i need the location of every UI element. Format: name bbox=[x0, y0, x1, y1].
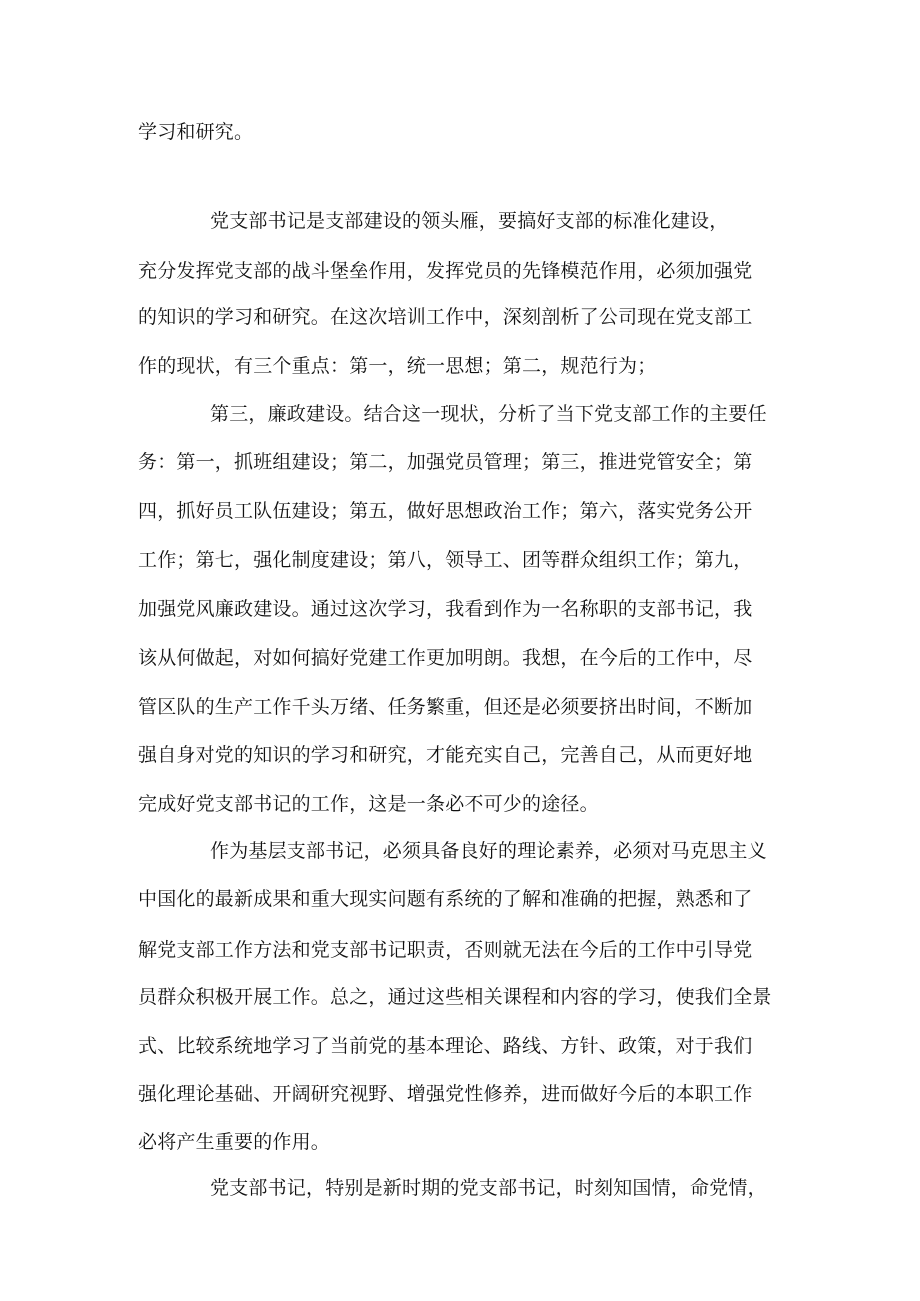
text-line: 强自身对党的知识的学习和研究，才能充实自己，完善自己，从而更好地 bbox=[138, 744, 753, 766]
text-line: 强化理论基础、开阔研究视野、增强党性修养，进而做好今后的本职工作 bbox=[138, 1083, 753, 1105]
text-line: 四，抓好员工队伍建设；第五，做好思想政治工作；第六，落实党务公开 bbox=[138, 500, 753, 522]
text-line: 完成好党支部书记的工作，这是一条必不可少的途径。 bbox=[138, 793, 599, 815]
text-line: 加强党风廉政建设。通过这次学习，我看到作为一名称职的支部书记，我 bbox=[138, 598, 753, 620]
paragraph-start-line: 党支部书记是支部建设的领头雁，要搞好支部的标准化建设， bbox=[210, 210, 729, 232]
text-line: 充分发挥党支部的战斗堡垒作用，发挥党员的先锋模范作用，必须加强党 bbox=[138, 260, 753, 282]
text-line: 该从何做起，对如何搞好党建工作更加明朗。我想，在今后的工作中，尽 bbox=[138, 647, 753, 669]
text-line: 工作；第七，强化制度建设；第八，领导工、团等群众组织工作；第九， bbox=[138, 549, 753, 571]
text-line: 管区队的生产工作千头万绪、任务繁重，但还是必须要挤出时间，不断加 bbox=[138, 696, 753, 718]
text-line: 的知识的学习和研究。在这次培训工作中，深刻剖析了公司现在党支部工 bbox=[138, 306, 753, 328]
text-line: 中国化的最新成果和重大现实问题有系统的了解和准确的把握，熟悉和了 bbox=[138, 888, 753, 910]
text-line: 务：第一，抓班组建设；第二，加强党员管理；第三，推进党管安全；第 bbox=[138, 451, 753, 473]
text-line: 作的现状，有三个重点：第一，统一思想；第二，规范行为； bbox=[138, 355, 657, 377]
paragraph-start-line: 作为基层支部书记，必须具备良好的理论素养，必须对马克思主义 bbox=[210, 840, 767, 862]
text-line: 员群众积极开展工作。总之，通过这些相关课程和内容的学习，使我们全景 bbox=[138, 986, 772, 1008]
text-line: 式、比较系统地学习了当前党的基本理论、路线、方针、政策，对于我们 bbox=[138, 1035, 753, 1057]
paragraph-start-line: 党支部书记，特别是新时期的党支部书记，时刻知国情，命党情， bbox=[210, 1177, 767, 1199]
text-line: 学习和研究。 bbox=[138, 121, 254, 143]
text-line: 解党支部工作方法和党支部书记职责，否则就无法在今后的工作中引导党 bbox=[138, 939, 753, 961]
paragraph-start-line: 第三，廉政建设。结合这一现状，分析了当下党支部工作的主要任 bbox=[210, 403, 767, 425]
text-line: 必将产生重要的作用。 bbox=[138, 1131, 331, 1153]
